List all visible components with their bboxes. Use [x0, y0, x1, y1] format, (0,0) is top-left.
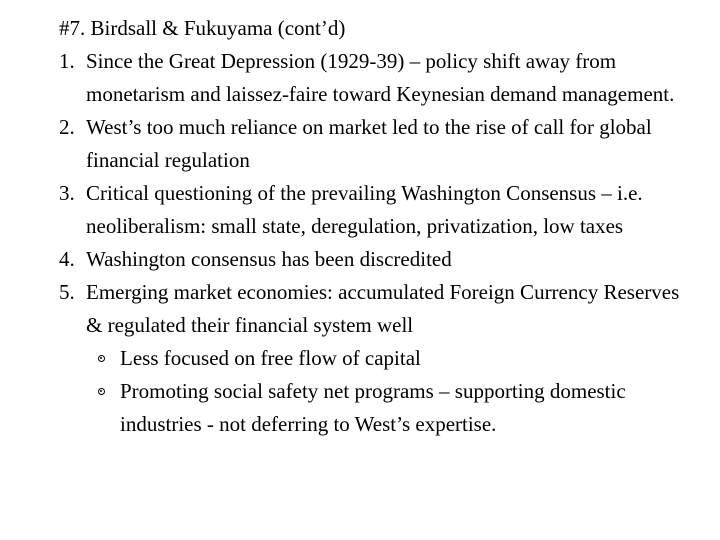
sub-bullet-text: Promoting social safety net programs – supporting domestic industries - not deferring to West’s expertise. [120, 379, 626, 436]
list-item-text: Emerging market economies: accumulated Foreign Currency Reserves & regulated their financial system well [86, 280, 680, 337]
numbered-list [0, 45, 720, 441]
list-item-number: 1. [59, 49, 75, 73]
sub-bullet-text: Less focused on free flow of capital [120, 346, 421, 370]
list-item [0, 243, 720, 276]
list-item-number: 4. [59, 247, 75, 271]
bullet-icon [98, 355, 105, 362]
list-item [0, 177, 720, 243]
list-item [0, 111, 720, 177]
sub-bullet-item [0, 342, 720, 375]
sub-bullet-item [0, 375, 720, 441]
list-item-text: West’s too much reliance on market led to the rise of call for global financial regulation [86, 115, 652, 172]
list-item-number: 2. [59, 115, 75, 139]
bullet-icon [98, 388, 105, 395]
list-item [0, 276, 720, 342]
slide-title: #7. Birdsall & Fukuyama (cont’d) [59, 16, 346, 40]
list-item [0, 45, 720, 111]
list-item-text: Washington consensus has been discredited [86, 247, 452, 271]
list-item-text: Since the Great Depression (1929-39) – policy shift away from monetarism and laissez-faire toward Keynesian demand management. [86, 49, 675, 106]
list-item-number: 3. [59, 181, 75, 205]
list-item-number: 5. [59, 280, 75, 304]
list-item-text: Critical questioning of the prevailing Washington Consensus – i.e. neoliberalism: small state, deregulation, privatization, low taxes [86, 181, 643, 238]
